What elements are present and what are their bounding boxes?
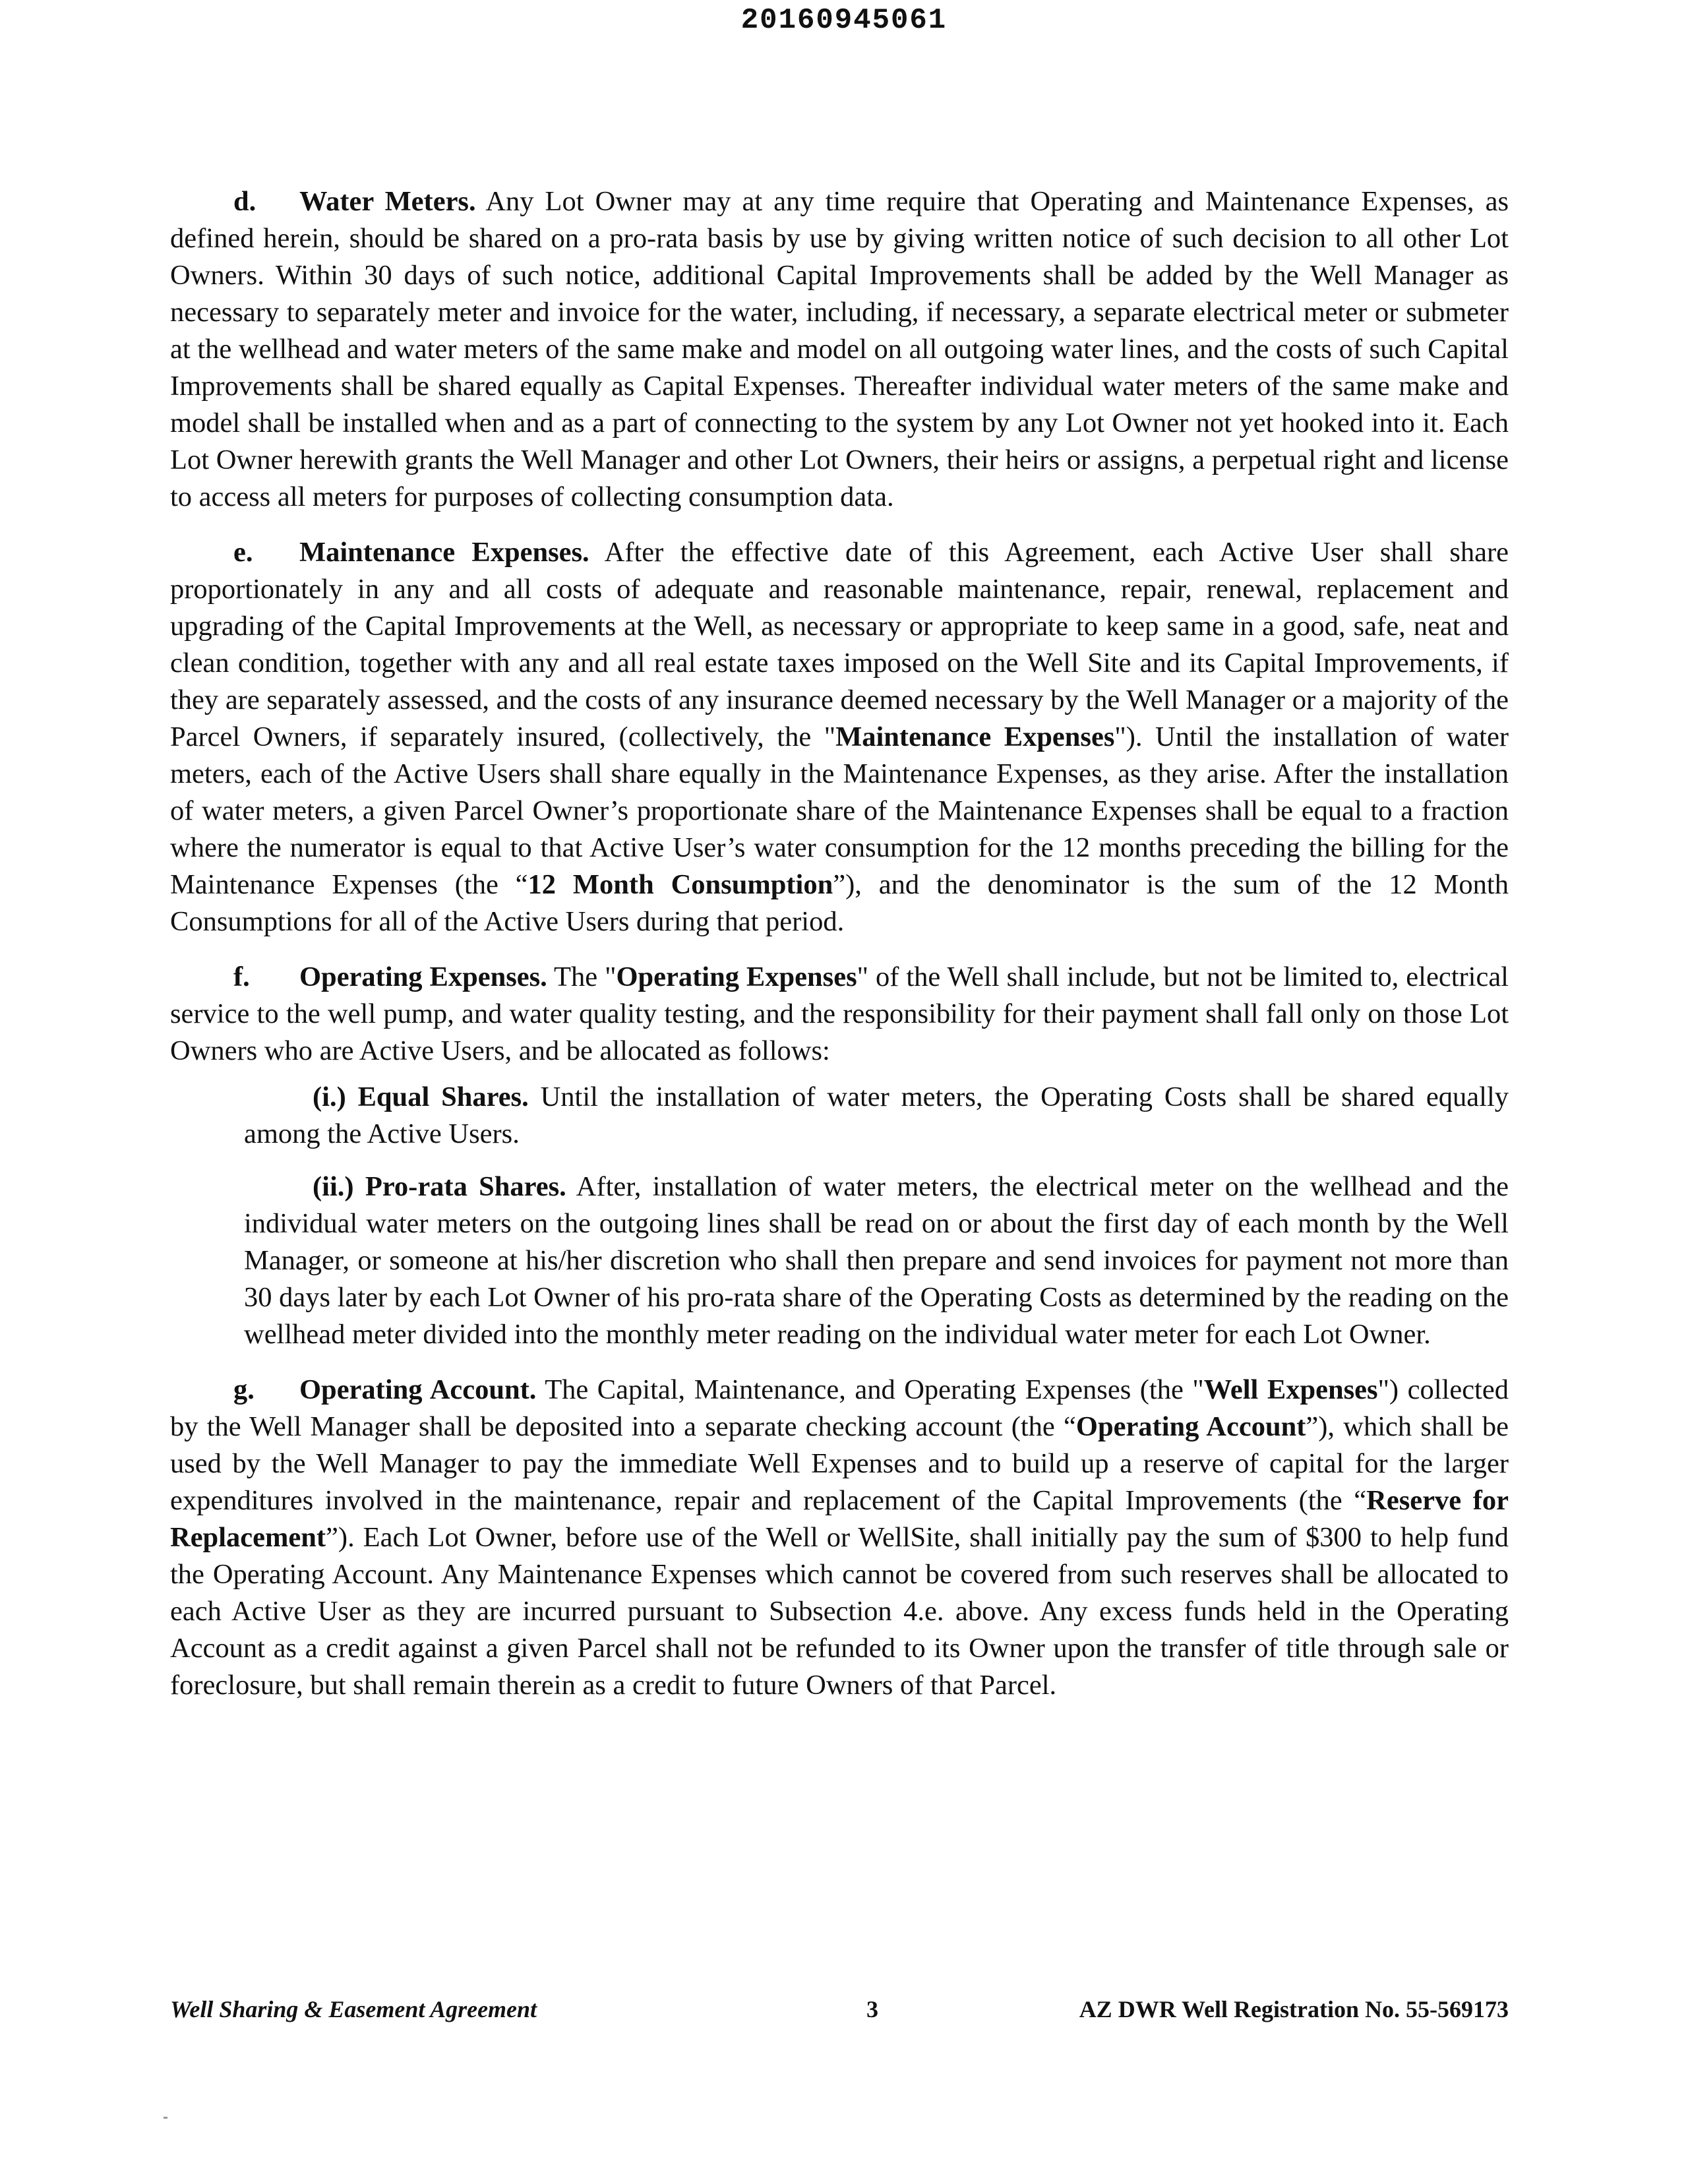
section-heading: Maintenance Expenses. — [299, 537, 589, 568]
defined-term: Operating Account — [1075, 1411, 1306, 1442]
subsection-number: (ii.) — [313, 1171, 354, 1202]
subsection-text: After, installation of water meters, the electrical meter on the wellhead and the individual water meters on the outgoing lines shall be read on or about the first day of each month by the Well Manager, or someone at his/her discretion who shall then prepare and send invoices for payment not more than 30 days later by each Lot Owner of his pro-rata share of the Operating Costs as determined by the reading on the wellhead meter divided into the monthly meter reading on the individual water meter for each Lot Owner. — [244, 1171, 1509, 1350]
section-text: ”), which shall be used by the Well Manager to pay the immediate Well Expenses and to build up a reserve of capital for the larger expenditures involved in the maintenance, repair and replacement of the Capital Improvements (the “ — [170, 1411, 1509, 1516]
section-text: The " — [554, 961, 617, 992]
scan-speck — [164, 2117, 167, 2119]
section-f-operating-expenses — [170, 959, 1509, 1070]
section-text: ”). Each Lot Owner, before use of the Well or WellSite, shall initially pay the sum of $300 to help fund the Operating Account. Any Maintenance Expenses which cannot be covered from such reserves shall be allocated to each Active User as they are incurred pursuant to Subsection 4.e. above. Any excess funds held in the Operating Account as a credit against a given Parcel shall not be refunded to its Owner upon the transfer of title through sale or foreclosure, but shall remain therein as a credit to future Owners of that Parcel. — [170, 1522, 1509, 1701]
page-footer — [170, 1995, 1509, 2028]
subsection-text: Until the installation of water meters, the Operating Costs shall be shared equally among the Active Users. — [244, 1081, 1509, 1149]
footer-document-title: Well Sharing & Easement Agreement — [170, 1996, 537, 2022]
defined-term: Maintenance Expenses — [835, 721, 1115, 752]
section-heading: Water Meters. — [299, 186, 476, 217]
defined-term: 12 Month Consumption — [528, 869, 833, 900]
section-letter: e. — [233, 537, 253, 568]
section-text: After the effective date of this Agreement, each Active User shall share proportionately in any and all costs of adequate and reasonable maintenance, repair, renewal, replacement and upgrading of the Capital Improvements at the Well, as necessary or appropriate to keep same in a good, safe, neat and clean condition, together with any and all real estate taxes imposed on the Well Site and its Capital Improvements, if they are separately assessed, and the costs of any insurance deemed necessary by the Well Manager or a majority of the Parcel Owners, if separately insured, (collectively, the " — [170, 537, 1509, 752]
footer-registration-number: AZ DWR Well Registration No. 55-569173 — [1079, 1996, 1509, 2022]
section-text: ”), and the denominator is the sum of the 12 Month Consumptions for all of the Active Users during that period. — [170, 869, 1509, 937]
defined-term: Operating Expenses — [616, 961, 857, 992]
subsection-ii-pro-rata-shares — [244, 1168, 1509, 1353]
section-text: The Capital, Maintenance, and Operating Expenses (the " — [545, 1374, 1204, 1405]
section-d-water-meters — [170, 183, 1509, 516]
subsection-heading: Pro-rata Shares. — [365, 1171, 566, 1202]
section-g-operating-account — [170, 1372, 1509, 1704]
subsection-heading: Equal Shares. — [357, 1081, 529, 1112]
footer-page-number: 3 — [866, 1996, 878, 2022]
section-text: "). Until the installation of water meters, each of the Active Users shall share equally in the Maintenance Expenses, as they arise. After the installation of water meters, a given Parcel Owner’s proportionate share of the Maintenance Expenses shall be equal to a fraction where the numerator is equal to that Active User’s water consumption for the 12 months preceding the billing for the Maintenance Expenses (the “ — [170, 721, 1509, 900]
section-letter: g. — [233, 1374, 255, 1405]
defined-term: Reserve for Replacement — [170, 1485, 1509, 1553]
defined-term: Well Expenses — [1203, 1374, 1378, 1405]
section-text: Any Lot Owner may at any time require that Operating and Maintenance Expenses, as defined herein, should be shared on a pro-rata basis by use by giving written notice of such decision to all other Lot Owners. Within 30 days of such notice, additional Capital Improvements shall be added by the Well Manager as necessary to separately meter and invoice for the water, including, if necessary, a separate electrical meter or submeter at the wellhead and water meters of the same make and model on all outgoing water lines, and the costs of such Capital Improvements shall be shared equally as Capital Expenses. Thereafter individual water meters of the same make and model shall be installed when and as a part of connecting to the system by any Lot Owner not yet hooked into it. Each Lot Owner herewith grants the Well Manager and other Lot Owners, their heirs or assigns, a perpetual right and license to access all meters for purposes of collecting consumption data. — [170, 186, 1509, 512]
subsection-i-equal-shares — [244, 1079, 1509, 1153]
subsection-number: (i.) — [313, 1081, 346, 1112]
document-number: 20160945061 — [740, 4, 948, 37]
section-letter: d. — [233, 186, 256, 217]
section-text: " of the Well shall include, but not be limited to, electrical service to the well pump, and water quality testing, and the responsibility for their payment shall fall only on those Lot Owners who are Active Users, and be allocated as follows: — [170, 961, 1509, 1066]
section-e-maintenance-expenses — [170, 534, 1509, 940]
document-body — [170, 183, 1509, 1722]
section-heading: Operating Expenses. — [299, 961, 547, 992]
section-letter: f. — [233, 961, 250, 992]
section-text: ") collected by the Well Manager shall be deposited into a separate checking account (the “ — [170, 1374, 1509, 1442]
section-heading: Operating Account. — [299, 1374, 537, 1405]
